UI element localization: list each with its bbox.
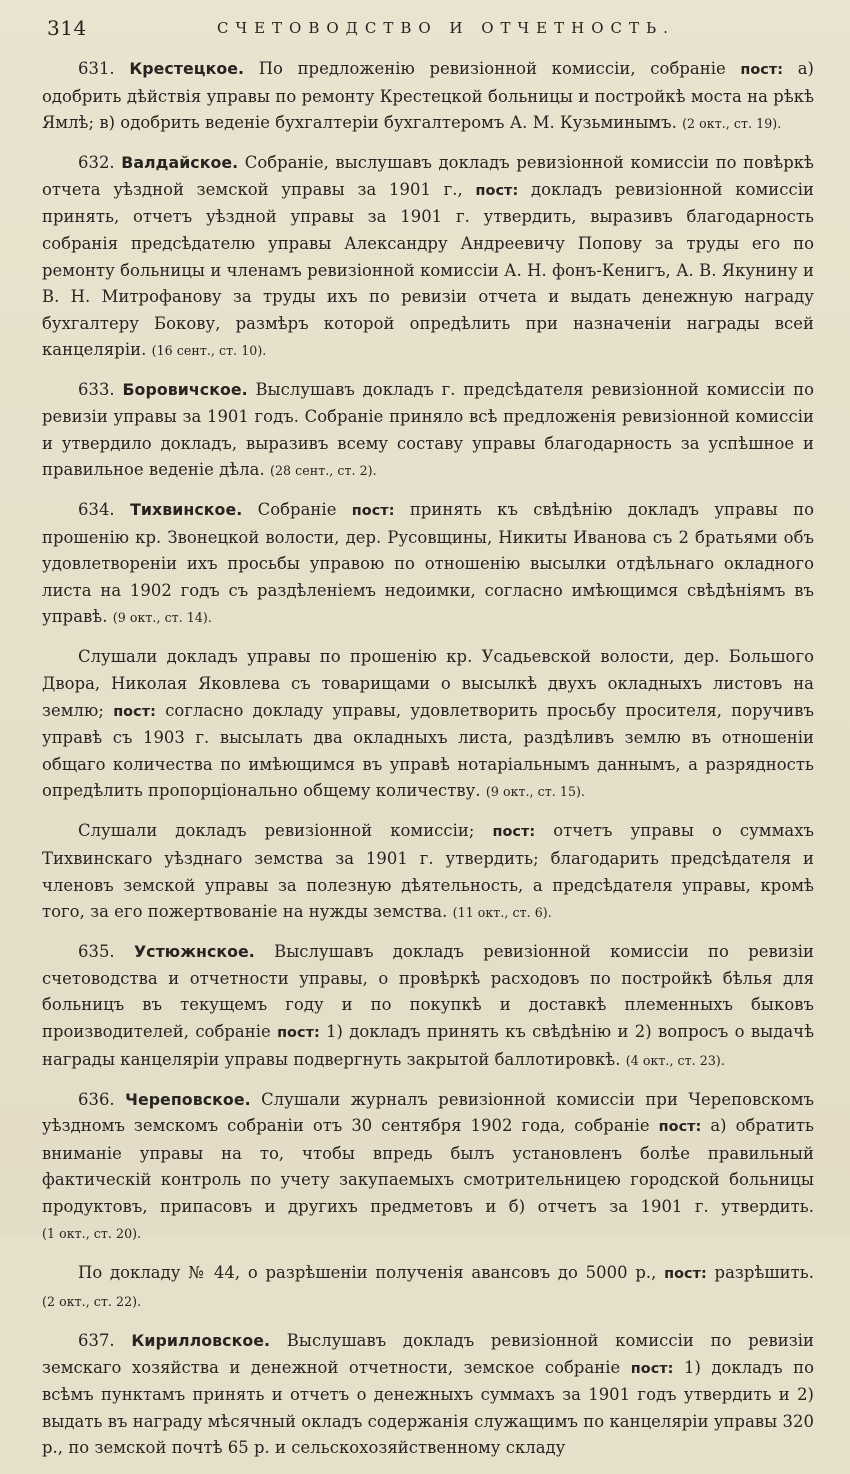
document-body (42, 56, 814, 1474)
resolution-marker: пост: (492, 824, 536, 841)
entry-633 (42, 377, 814, 484)
entry-text: докладъ ревизіонной комиссіи принять, отчетъ уѣздной управы за 1901 г. утвердить, выразивъ благодарность собранія предсѣдателю управы Александру Андреевичу Попову за труды его по ремонту больницы и членамъ ревизіонной комиссіи А. Н. фонъ-Кенигъ, А. В. Якунину и В. Н. Митрофанову за труды ихъ по ревизіи отчета и выдать денежную награду бухгалтеру Бокову, размѣръ которой опредѣлить при назначеніи награды всей канцеляріи. (42, 179, 814, 360)
entry-text: отчетъ управы о суммахъ Тихвинскаго уѣзднаго земства за 1901 г. утвердить; благодарить предсѣдателя и членовъ земской управы за полезную дѣятельность, а предсѣдателя управы, кромѣ того, за его пожертвованіе на нужды земства. (42, 821, 814, 922)
entry-text: а) одобрить дѣйствія управы по ремонту Крестецкой больницы и постройкѣ моста на рѣкѣ Ямлѣ; в) одобрить веденіе бухгалтеріи бухгалтеромъ А. М. Кузьминымъ. (42, 59, 814, 133)
session-reference: (9 окт., ст. 14). (112, 610, 212, 626)
session-reference: (2 окт., ст. 19). (682, 116, 782, 132)
entry-636 (42, 1087, 814, 1249)
district-name: Боровичское. (122, 380, 248, 400)
entry-number: 635. (78, 942, 115, 962)
page-number: 314 (47, 16, 87, 40)
entry-634 (42, 497, 814, 632)
entry-text: Выслушавъ докладъ ревизіонной комиссіи по ревизіи земскаго хозяйства и денежной отчетности, земское собраніе (42, 1331, 814, 1377)
session-reference: (28 сент., ст. 2). (270, 463, 377, 479)
entry-text: Выслушавъ докладъ г. предсѣдателя ревизіонной комиссіи по ревизіи управы за 1901 годъ. Собраніе приняло всѣ предложенія ревизіонной комиссіи и утвердило докладъ, выразивъ всему составу управы благодарность за успѣшное и правильное веденіе дѣла. (42, 380, 814, 480)
entry-text: 1) докладъ по всѣмъ пунктамъ принять и отчетъ о денежныхъ суммахъ за 1901 годъ утвердить и 2) выдать въ награду мѣсячный окладъ содержанія служащимъ по канцеляріи управы 320 р., по земской почтѣ 65 р. и сельскохозяйственному складу (42, 1357, 814, 1458)
entry-text: Слушали докладъ управы по прошенію кр. Усадьевской волости, дер. Большого Двора, Николая Яковлева съ товарищами о высылкѣ двухъ окладныхъ листовъ на землю; (42, 647, 814, 720)
running-title: СЧЕТОВОДСТВО И ОТЧЕТНОСТЬ. (217, 19, 675, 37)
entry-635 (42, 939, 814, 1074)
entry-number: 631. (78, 59, 115, 78)
entry-text: разрѣшить. (706, 1263, 814, 1283)
entry-631 (42, 56, 814, 138)
resolution-marker: пост: (351, 503, 395, 520)
session-reference: (9 окт., ст. 15). (485, 784, 586, 800)
entry-text: Слушали докладъ ревизіонной комиссіи; (78, 821, 493, 841)
session-reference: (11 окт., ст. 6). (452, 905, 552, 921)
district-name: Устюжнское. (133, 942, 255, 962)
entry-number: 634. (78, 500, 115, 520)
resolution-marker: пост: (740, 62, 784, 78)
resolution-marker: пост: (664, 1266, 707, 1283)
entry-text: Собраніе (242, 500, 352, 520)
entry-number: 633. (78, 380, 115, 400)
entry-632 (42, 150, 814, 365)
resolution-marker: пост: (475, 182, 519, 199)
entry-text: Слушали журналъ ревизіонной комиссіи при Череповскомъ уѣздномъ земскомъ собраніи отъ 30 сентября 1902 года, собраніе (42, 1089, 814, 1136)
entry-text: Выслушавъ докладъ ревизіонной комиссіи по ревизіи счетоводства и отчетности управы, о провѣркѣ расходовъ по постройкѣ бѣлья для больницъ въ текущемъ году и по покупкѣ и доставкѣ племенныхъ быковъ производителей, собраніе (42, 942, 814, 1041)
session-reference: (4 окт., ст. 23). (625, 1052, 725, 1068)
district-name: Валдайское. (121, 153, 239, 173)
resolution-marker: пост: (277, 1024, 320, 1041)
entry-634-continued-1 (42, 644, 814, 806)
session-reference: (16 сент., ст. 10). (151, 343, 267, 359)
district-name: Тихвинское. (130, 500, 243, 520)
session-reference: (1 окт., ст. 20). (42, 1226, 142, 1242)
entry-636-continued (42, 1260, 814, 1315)
district-name: Череповское. (125, 1089, 251, 1109)
resolution-marker: пост: (113, 703, 156, 720)
resolution-marker: пост: (630, 1360, 674, 1377)
entry-text: 1) докладъ принять къ свѣдѣнію и 2) вопросъ о выдачѣ награды канцеляріи управы подвергнуть закрытой баллотировкѣ. (42, 1021, 814, 1069)
resolution-marker: пост: (658, 1119, 702, 1136)
session-reference: (2 окт., ст. 22). (42, 1294, 142, 1310)
entry-number: 632. (78, 153, 115, 173)
entry-text: а) обратить вниманіе управы на то, чтобы впредь былъ установленъ болѣе правильный фактическій контроль по учету закупаемыхъ смотрительницею городской больницы продуктовъ, припасовъ и другихъ предметовъ и б) отчетъ за 1901 г. утвердить. (42, 1116, 814, 1216)
entry-number: 637. (78, 1331, 115, 1351)
entry-637 (42, 1328, 814, 1462)
district-name: Крестецкое. (129, 59, 245, 78)
entry-number: 636. (78, 1089, 115, 1109)
entry-text: Собраніе, выслушавъ докладъ ревизіонной комиссіи по повѣркѣ отчета уѣздной земской управы за 1901 г., (42, 153, 814, 199)
entry-634-continued-2 (42, 818, 814, 926)
entry-text: принять къ свѣдѣнію докладъ управы по прошенію кр. Звонецкой волости, дер. Русовщины, Никиты Иванова съ 2 братьями объ удовлетвореніи ихъ просьбы управою по отношенію высылки отдѣльнаго окладного листа на 1902 годъ съ раздѣленіемъ недоимки, согласно имѣющимся свѣдѣніямъ въ управѣ. (42, 500, 814, 627)
entry-text: согласно докладу управы, удовлетворить просьбу просителя, поручивъ управѣ съ 1903 г. высылать два окладныхъ листа, раздѣливъ землю въ отношеніи общаго количества по имѣющимся въ управѣ нотаріальнымъ даннымъ, а разрядность опредѣлить пропорціонально общему количеству. (42, 700, 815, 801)
entry-text: По докладу № 44, о разрѣшеніи полученія авансовъ до 5000 р., (78, 1263, 665, 1283)
district-name: Кирилловское. (131, 1331, 271, 1351)
page-header (47, 16, 808, 46)
entry-text: По предложенію ревизіонной комиссіи, собраніе (244, 59, 741, 78)
